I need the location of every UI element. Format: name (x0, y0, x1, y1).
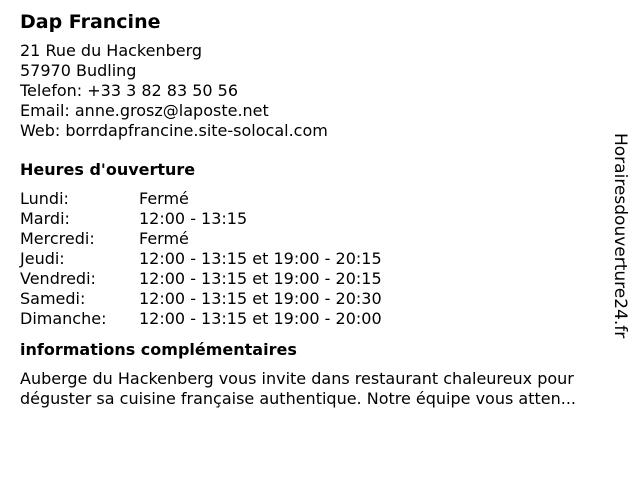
opening-hours-table (20, 189, 382, 329)
hours-row (20, 289, 382, 309)
hours-row (20, 209, 382, 229)
time-value: 12:00 - 13:15 et 19:00 - 20:15 (139, 249, 382, 268)
hours-row (20, 229, 382, 249)
day-label: Jeudi: (20, 249, 65, 268)
site-watermark: Horairesdouverture24.fr (610, 133, 630, 339)
time-value: 12:00 - 13:15 (139, 209, 248, 228)
additional-info-text: Auberge du Hackenberg vous invite dans restaurant chaleureux pour déguster sa cuisine française authentique. Notre équipe vous atten... (20, 369, 576, 408)
hours-row (20, 309, 382, 329)
time-value: 12:00 - 13:15 et 19:00 - 20:00 (139, 309, 382, 328)
hours-row (20, 189, 382, 209)
business-name: Dap Francine (20, 11, 161, 33)
address-street: 21 Rue du Hackenberg (20, 41, 203, 60)
time-value: Fermé (139, 229, 189, 248)
day-label: Vendredi: (20, 269, 96, 288)
time-value: 12:00 - 13:15 et 19:00 - 20:30 (139, 289, 382, 308)
opening-hours-heading: Heures d'ouverture (20, 160, 196, 179)
day-label: Lundi: (20, 189, 69, 208)
hours-row (20, 249, 382, 269)
email-line: Email: anne.grosz@laposte.net (20, 101, 269, 120)
hours-row (20, 269, 382, 289)
day-label: Dimanche: (20, 309, 107, 328)
contact-block (20, 41, 620, 141)
time-value: 12:00 - 13:15 et 19:00 - 20:15 (139, 269, 382, 288)
business-card (20, 10, 620, 409)
website-line: Web: borrdapfrancine.site-solocal.com (20, 121, 328, 140)
phone-line: Telefon: +33 3 82 83 50 56 (20, 81, 239, 100)
day-label: Samedi: (20, 289, 86, 308)
additional-info-heading: informations complémentaires (20, 340, 297, 359)
day-label: Mercredi: (20, 229, 95, 248)
day-label: Mardi: (20, 209, 70, 228)
time-value: Fermé (139, 189, 189, 208)
address-city: 57970 Budling (20, 61, 137, 80)
